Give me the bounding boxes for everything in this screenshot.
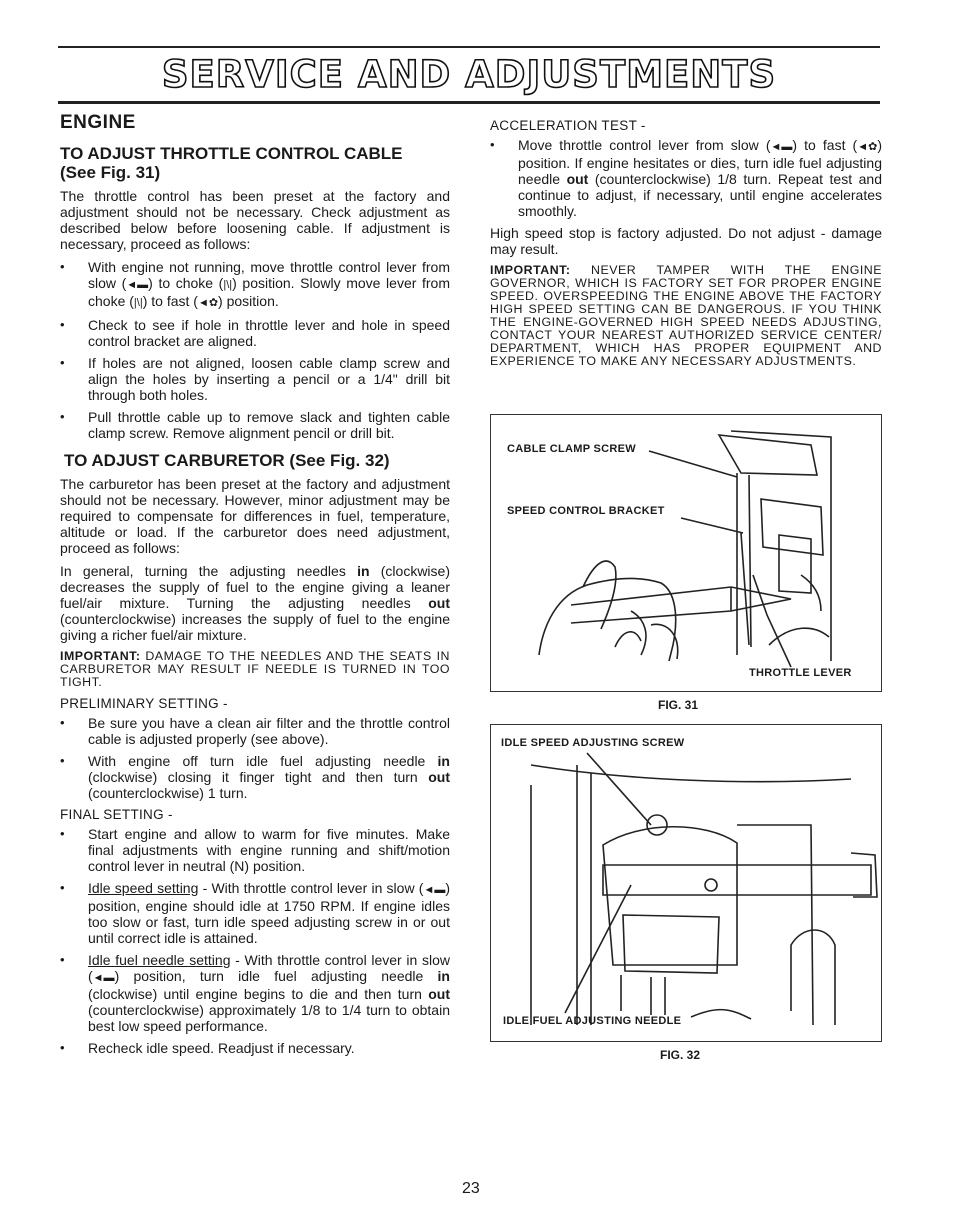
list-item: • Move throttle control lever from slow (◄▬) to fast (◄✿) position. If engine hesitates or dies, turn idle fuel adjusting needle out (counterclockwise) 1/8 turn. Repeat test and continue to adjust, if necessary, until engine accelerates smoothly. (490, 137, 882, 219)
title-rule (58, 101, 880, 104)
final-steps (60, 826, 450, 1056)
preliminary-steps (60, 715, 450, 801)
slow-turtle-icon: ◄▬ (126, 279, 149, 291)
high-speed-note: High speed stop is factory adjusted. Do not adjust - damage may result. (490, 225, 882, 257)
throttle-steps (60, 259, 450, 441)
fast-rabbit-icon: ◄✿ (197, 297, 219, 309)
slow-turtle-icon: ◄▬ (423, 884, 446, 896)
list-item: • With engine not running, move throttle control lever from slow (◄▬) to choke (|\|) position. Slowly move lever from choke (|\|) to fast (◄✿) position. (60, 259, 450, 311)
list-item: • Idle fuel needle setting - With throttle control lever in slow (◄▬) position, turn idle fuel adjusting needle in (clockwise) until engine begins to die and then turn out (counterclockwise) approximately 1/8 to 1/4 turn to obtain best low speed performance. (60, 952, 450, 1034)
list-item: • With engine off turn idle fuel adjusting needle in (clockwise) closing it finger tight and then turn out (counterclockwise) 1 turn. (60, 753, 450, 801)
slow-turtle-icon: ◄▬ (92, 972, 115, 984)
figure-32-caption: FIG. 32 (660, 1048, 701, 1062)
figure-31-caption: FIG. 31 (658, 698, 699, 712)
carburetor-important: IMPORTANT: DAMAGE TO THE NEEDLES AND THE SEATS IN CARBURETOR MAY RESULT IF NEEDLE IS TURNED IN TOO TIGHT. (60, 649, 450, 689)
carburetor-heading: TO ADJUST CARBURETOR (See Fig. 32) (64, 451, 390, 470)
page-title: SERVICE AND ADJUSTMENTS (161, 53, 777, 96)
governor-important: IMPORTANT: NEVER TAMPER WITH THE ENGINE GOVERNOR, WHICH IS FACTORY SET FOR PROPER ENGINE SPEED. OVERSPEEDING THE ENGINE ABOVE THE FACTORY HIGH SPEED SETTING CAN BE DANGEROUS. IF YOU THINK THE ENGINE-GOVERNED HIGH SPEED NEEDS ADJUSTING, CONTACT YOUR NEAREST AUTHORIZED SERVICE CENTER/ DEPARTMENT, WHICH HAS PROPER EQUIPMENT AND EXPERIENCE TO MAKE ANY NECESSARY ADJUSTMENTS. (490, 263, 882, 368)
label-cable-clamp-screw: CABLE CLAMP SCREW (507, 443, 636, 455)
carburetor-general: In general, turning the adjusting needles in (clockwise) decreases the supply of fuel to the engine giving a leaner fuel/air mixture. Turning the adjusting needles out (counterclockwise) increases the supply of fuel to the engine giving a richer fuel/air mixture. (60, 563, 450, 643)
throttle-heading-line1: TO ADJUST THROTTLE CONTROL CABLE (60, 144, 403, 163)
label-speed-control-bracket: SPEED CONTROL BRACKET (507, 505, 665, 517)
top-rule (58, 46, 880, 48)
left-column (60, 112, 450, 1062)
slow-turtle-icon: ◄▬ (770, 141, 793, 153)
list-item: • If holes are not aligned, loosen cable clamp screw and align the holes by inserting a pencil or a 1/4" drill bit through both holes. (60, 355, 450, 403)
figure-31-illustration (491, 415, 881, 691)
list-item: • Recheck idle speed. Readjust if necessary. (60, 1040, 450, 1056)
list-item: • Idle speed setting - With throttle control lever in slow (◄▬) position, engine should idle at 1750 RPM. If engine idles too slow or fast, turn idle speed adjusting screw in or out until correct idle is attained. (60, 880, 450, 946)
choke-icon: |\| (223, 279, 233, 291)
label-throttle-lever: THROTTLE LEVER (749, 667, 852, 679)
list-item: • Check to see if hole in throttle lever and hole in speed control bracket are aligned. (60, 317, 450, 349)
section-heading-engine: ENGINE (60, 112, 136, 133)
figure-31 (490, 414, 882, 692)
choke-icon: |\| (133, 297, 143, 309)
list-item: • Be sure you have a clean air filter and the throttle control cable is adjusted properly (see above). (60, 715, 450, 747)
list-item: • Pull throttle cable up to remove slack and tighten cable clamp screw. Remove alignment pencil or drill bit. (60, 409, 450, 441)
right-column (490, 118, 882, 375)
page-number: 23 (462, 1180, 480, 1197)
throttle-heading-line2: (See Fig. 31) (60, 163, 161, 182)
acceleration-steps (490, 137, 882, 219)
label-idle-speed-adjusting-screw: IDLE SPEED ADJUSTING SCREW (501, 737, 685, 749)
throttle-intro: The throttle control has been preset at the factory and adjustment should not be necessary. Check adjustment as described below before loosening cable. If adjustment is necessary, proceed as follows: (60, 188, 450, 252)
label-idle-fuel-adjusting-needle: IDLE FUEL ADJUSTING NEEDLE (503, 1015, 682, 1027)
figure-32 (490, 724, 882, 1042)
figure-32-illustration (491, 725, 881, 1041)
throttle-heading (60, 144, 450, 182)
list-item: • Start engine and allow to warm for five minutes. Make final adjustments with engine running and shift/motion control lever in neutral (N) position. (60, 826, 450, 874)
fast-rabbit-icon: ◄✿ (857, 141, 878, 153)
acceleration-test-label: ACCELERATION TEST - (490, 118, 646, 133)
preliminary-setting-label: PRELIMINARY SETTING - (60, 696, 228, 711)
carburetor-intro: The carburetor has been preset at the factory and adjustment should not be necessary. However, minor adjustment may be required to compensate for differences in fuel, temperature, altitude or load. If the carburetor does need adjustment, proceed as follows: (60, 476, 450, 556)
final-setting-label: FINAL SETTING - (60, 807, 173, 822)
